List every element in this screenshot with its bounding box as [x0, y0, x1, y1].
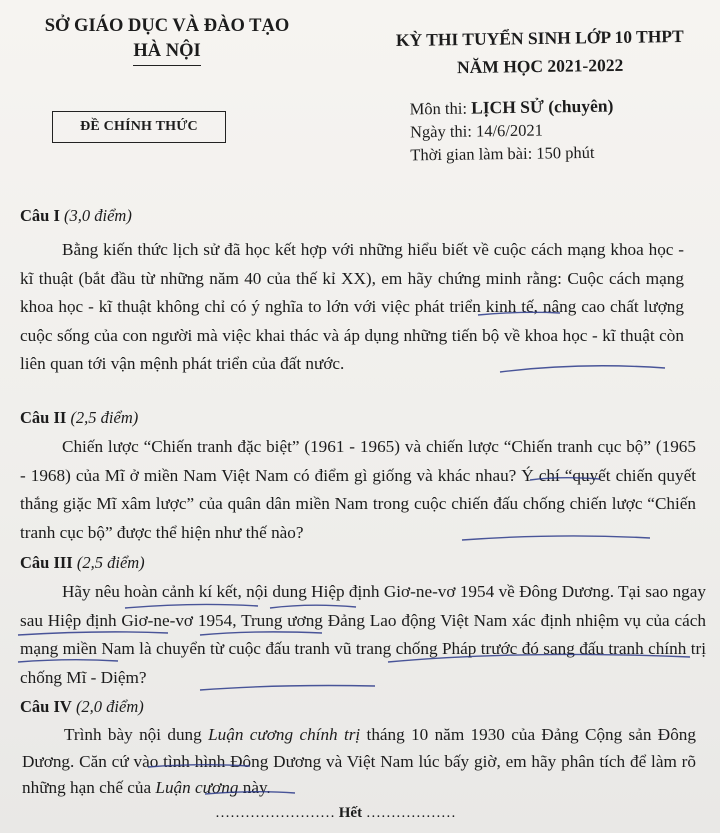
question-3-body — [20, 578, 706, 692]
question-4-italic-title: Luận cương chính trị — [208, 725, 361, 744]
question-4-heading — [20, 697, 144, 717]
exam-date: Ngày thi: 14/6/2021 — [409, 120, 544, 142]
question-4-text — [22, 722, 696, 802]
question-1-heading — [20, 206, 132, 226]
question-4-text-part: tháng 10 năm 1930 của Đảng Cộng sản Đông Dương. Căn cứ vào tình hình Đông Dương và Việt Nam lúc bấy giờ, em hãy phân tích để làm rõ những hạn chế của — [22, 725, 696, 797]
exam-title-line2: NĂM HỌC 2021-2022 — [456, 54, 624, 78]
department-line1: SỞ GIÁO DỤC VÀ ĐÀO TẠO — [44, 16, 290, 36]
question-4-text-part: này. — [238, 778, 271, 797]
question-2-heading — [20, 408, 138, 428]
question-4-text-part: Trình bày nội dung — [64, 725, 209, 744]
end-marker — [215, 805, 456, 822]
question-4-italic-title: Luận cương — [155, 778, 239, 797]
exam-title-block — [360, 21, 720, 82]
question-3-text: Hãy nêu hoàn cảnh kí kết, nội dung Hiệp định Giơ-ne-vơ 1954 về Đông Dương. Tại sao ngay sau Hiệp định Giơ-ne-vơ 1954, Trung ương Đảng Lao động Việt Nam xác định nhiệm vụ của cách mạng miền Nam là chuyển từ cuộc đấu tranh vũ trang chống Pháp trước đó sang đấu tranh chính trị chống Mĩ - Diệm? — [20, 582, 706, 687]
subject-prefix: Môn thi: — [409, 98, 468, 119]
subject-line — [410, 95, 614, 121]
question-1-body — [20, 236, 684, 379]
department-block — [22, 14, 312, 66]
exam-info — [410, 95, 615, 167]
question-4-points: (2,0 điểm) — [75, 697, 144, 716]
department-line2: HÀ NỘI — [133, 39, 200, 66]
question-2-text: Chiến lược “Chiến tranh đặc biệt” (1961 - 1965) và chiến lược “Chiến tranh cục bộ” (1965 - 1968) của Mĩ ở miền Nam Việt Nam có điểm gì giống và khác nhau? Ý chí “quyết chiến quyết thắng giặc Mĩ xâm lược” của quân dân miền Nam trong cuộc chiến đấu chống chiến lược “Chiến tranh cục bộ” được thể hiện như thế nào? — [20, 437, 696, 542]
question-1-points: (3,0 điểm) — [64, 206, 132, 225]
end-label: Hết — [338, 805, 363, 821]
question-3-title: Câu III — [20, 553, 73, 572]
question-4-body — [22, 722, 696, 802]
question-2-body — [20, 433, 696, 547]
question-2-points: (2,5 điểm) — [70, 408, 139, 427]
question-1-title: Câu I — [20, 206, 60, 225]
question-3-points: (2,5 điểm) — [76, 553, 145, 572]
official-label-box: ĐỀ CHÍNH THỨC — [52, 111, 226, 143]
subject-name: LỊCH SỬ (chuyên) — [470, 95, 614, 118]
question-2-title: Câu II — [20, 408, 67, 427]
exam-title-line1: KỲ THI TUYỂN SINH LỚP 10 THPT — [395, 25, 684, 51]
question-3-heading — [20, 553, 145, 573]
question-1-text: Bằng kiến thức lịch sử đã học kết hợp với những hiểu biết về cuộc cách mạng khoa học - kĩ thuật (bắt đầu từ những năm 40 của thế kỉ XX), em hãy chứng minh rằng: Cuộc cách mạng khoa học - kĩ thuật không chỉ có ý nghĩa to lớn với việc phát triển kinh tế, nâng cao chất lượng cuộc sống của con người mà việc khai thác và áp dụng những tiến bộ về khoa học - kĩ thuật còn liên quan tới vận mệnh phát triển của đất nước. — [20, 240, 684, 373]
question-4-title: Câu IV — [20, 697, 72, 716]
end-dots-right: ……………… — [365, 805, 456, 821]
exam-duration: Thời gian làm bài: 150 phút — [410, 142, 595, 165]
end-dots-left: …………………… — [215, 805, 335, 821]
